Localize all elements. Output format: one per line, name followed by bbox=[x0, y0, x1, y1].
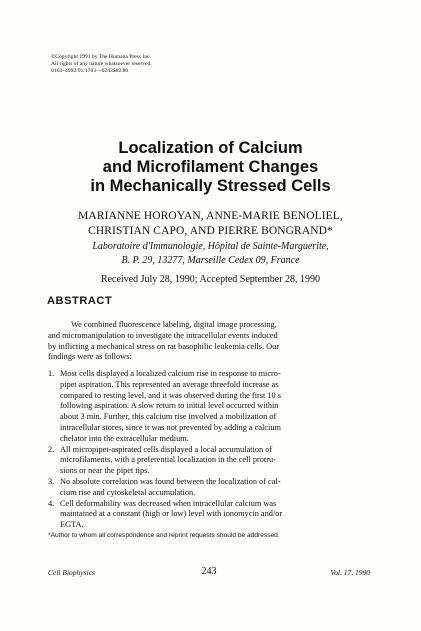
finding-line: pipet aspiration. This represented an average threefold increase as bbox=[60, 379, 279, 389]
finding-line: Cell deformability was decreased when intracellular calcium was bbox=[60, 498, 277, 508]
finding-item bbox=[48, 369, 378, 445]
affiliation-line: B. P. 29, 13277, Marseille Cedex 09, France bbox=[121, 254, 300, 266]
finding-item bbox=[48, 499, 378, 531]
received-dates: Received July 28, 1990; Accepted September 28, 1990 bbox=[100, 274, 321, 285]
copyright-line: ©Copyright 1991 by The Humana Press Inc. bbox=[51, 54, 152, 60]
finding-line: Most cells displayed a localized calcium rise in response to micro- bbox=[60, 369, 281, 378]
author-line: CHRISTIAN CAPO, AND PIERRE BONGRAND* bbox=[88, 225, 333, 237]
finding-line: intracellular stores, since it was not prevented by adding a calcium bbox=[60, 422, 281, 432]
finding-number: 2. bbox=[48, 444, 55, 454]
author-list bbox=[0, 209, 421, 239]
finding-number: 3. bbox=[48, 476, 55, 486]
page-number: 243 bbox=[201, 566, 217, 577]
abstract-line: by inflicting a mechanical stress on rat basophilic leukemia cells. Our bbox=[48, 341, 280, 351]
copyright-notice bbox=[51, 54, 152, 75]
issn-line: 0163–4992/91/1703—0243$02.80 bbox=[51, 68, 129, 74]
abstract-line: We combined fluorescence labeling, digital image processing, bbox=[71, 320, 277, 329]
volume-info: Vol. 17, 1990 bbox=[330, 568, 370, 577]
author-line: MARIANNE HOROYAN, ANNE-MARIE BENOLIEL, bbox=[78, 210, 343, 222]
finding-item bbox=[48, 445, 378, 477]
title-line: in Mechanically Stressed Cells bbox=[90, 177, 331, 195]
finding-line: cium rise and cytoskeletal accumulation. bbox=[60, 487, 196, 497]
finding-line: EGTA. bbox=[60, 520, 84, 530]
finding-text bbox=[60, 445, 378, 477]
abstract-line: findings were as follows: bbox=[48, 352, 132, 362]
rights-line: All rights of any nature whatsoever reserved. bbox=[51, 61, 152, 67]
findings-list bbox=[48, 369, 378, 531]
article-title bbox=[0, 139, 421, 196]
finding-line: following aspiration. A slow return to initial level occurred within bbox=[60, 401, 279, 411]
abstract-intro bbox=[48, 320, 373, 363]
finding-text bbox=[60, 499, 378, 531]
title-line: Localization of Calcium bbox=[118, 139, 303, 157]
finding-line: No absolute correlation was found between the localization of cal- bbox=[60, 476, 281, 486]
finding-line: about 3 min. Further, this calcium rise involved a mobilization of bbox=[60, 412, 277, 422]
journal-name: Cell Biophysics bbox=[48, 568, 95, 577]
finding-line: compared to resting level, and it was observed during the first 10 s bbox=[60, 390, 281, 400]
finding-number: 4. bbox=[48, 498, 55, 508]
title-line: and Microfilament Changes bbox=[102, 158, 319, 176]
finding-text bbox=[60, 369, 378, 445]
abstract-heading: ABSTRACT bbox=[47, 295, 113, 307]
corresponding-author-footnote: *Author to whom all correspondence and reprint requests should be addressed. bbox=[48, 532, 280, 539]
affiliation bbox=[0, 240, 421, 267]
abstract-line: and micromanipulation to investigate the intracellular events induced bbox=[48, 330, 278, 340]
finding-line: chelator into the extracellular medium. bbox=[60, 433, 189, 443]
finding-item bbox=[48, 477, 378, 499]
finding-text bbox=[60, 477, 378, 499]
finding-line: maintained at a constant (high or low) level with ionomycin and/or bbox=[60, 509, 283, 519]
finding-number: 1. bbox=[48, 369, 55, 378]
affiliation-line: Laboratoire d'Immunologie, Hôpital de Sainte-Marguerite, bbox=[92, 241, 329, 252]
finding-line: All micropipet-aspirated cells displayed a local accumulation of bbox=[60, 444, 273, 454]
page-footer bbox=[48, 566, 370, 578]
finding-line: sions or near the pipet tips. bbox=[60, 466, 150, 476]
finding-line: microfilaments, with a preferential localization in the cell protru- bbox=[60, 455, 276, 465]
